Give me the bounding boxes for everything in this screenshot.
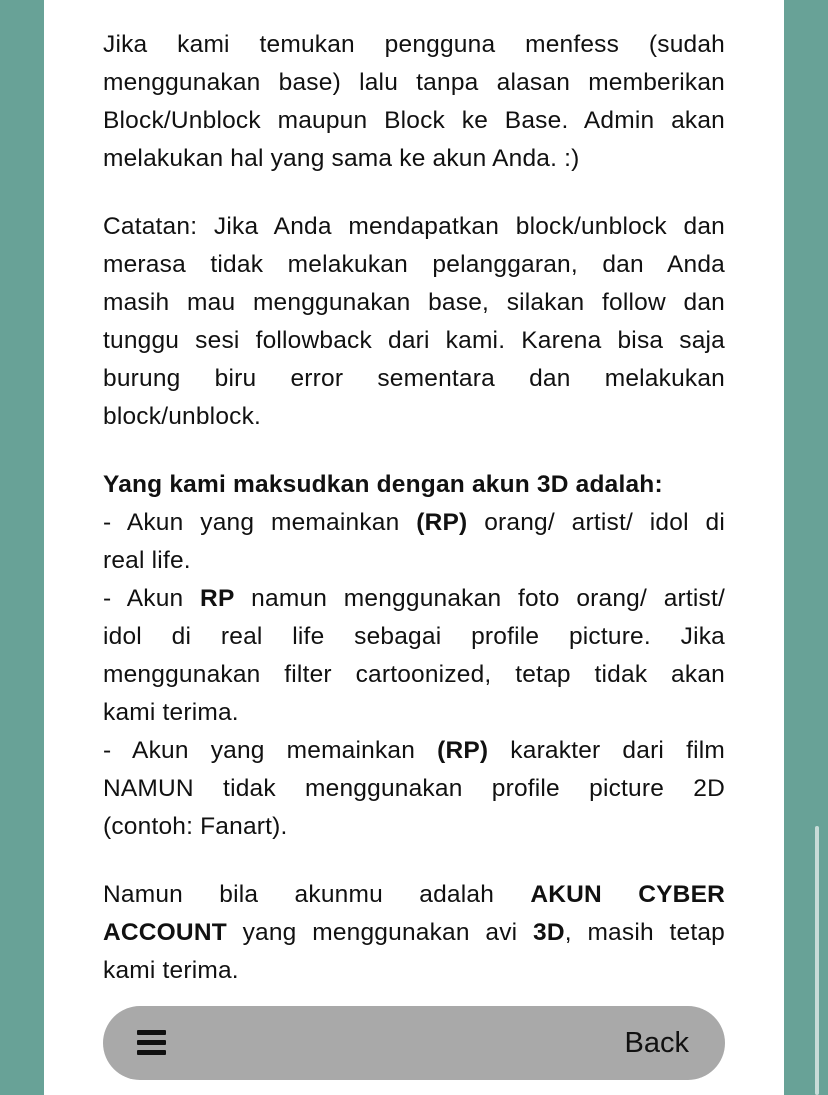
- bottom-nav-bar: [103, 1006, 725, 1080]
- text-line: burung biru error sementara dan melakukan: [103, 365, 725, 392]
- text-line: melakukan hal yang sama ke akun Anda. :): [103, 145, 580, 172]
- bold-text: (RP): [416, 509, 468, 536]
- text-line: masih mau menggunakan base, silakan follow dan: [103, 289, 725, 316]
- text-line: idol di real life sebagai profile picture. Jika: [103, 623, 725, 650]
- text-segment: - Akun: [103, 585, 201, 612]
- text-line: real life.: [103, 547, 191, 574]
- text-line: NAMUN tidak menggunakan profile picture 2D: [103, 775, 725, 802]
- text-segment: yang menggunakan avi: [226, 919, 534, 946]
- list-item-line: [103, 504, 725, 542]
- paragraph-block-rules: [103, 26, 725, 178]
- text-segment: karakter dari film: [488, 737, 725, 764]
- text-segment: , masih tetap: [564, 919, 725, 946]
- text-line: Jika kami temukan pengguna menfess (sudah: [103, 31, 725, 58]
- text-segment: - Akun yang memainkan: [103, 737, 438, 764]
- bold-text: ACCOUNT: [103, 919, 227, 946]
- content-page: [44, 0, 784, 1095]
- list-item-line: [103, 732, 725, 770]
- text-line: Catatan: Jika Anda mendapatkan block/unblock dan: [103, 213, 725, 240]
- bold-text: (RP): [437, 737, 489, 764]
- bold-text: RP: [200, 585, 235, 612]
- section-3d-accounts: [103, 466, 725, 846]
- text-segment: Namun bila akunmu adalah: [103, 881, 531, 908]
- text-content: [103, 26, 725, 990]
- list-item-line: [103, 580, 725, 618]
- text-line: (contoh: Fanart).: [103, 813, 288, 840]
- text-line: menggunakan base) lalu tanpa alasan memberikan: [103, 69, 725, 96]
- text-line: Block/Unblock maupun Block ke Base. Admin akan: [103, 107, 725, 134]
- text-line: menggunakan filter cartoonized, tetap tidak akan: [103, 661, 725, 688]
- scrollbar[interactable]: [815, 826, 819, 1095]
- section-heading: Yang kami maksudkan dengan akun 3D adalah:: [103, 471, 663, 498]
- text-segment: orang/ artist/ idol di: [467, 509, 726, 536]
- paragraph-note: [103, 208, 725, 436]
- hamburger-menu-icon[interactable]: [137, 1030, 167, 1056]
- text-segment: namun menggunakan foto orang/ artist/: [234, 585, 725, 612]
- text-line: kami terima.: [103, 957, 239, 984]
- paragraph-cyber-account: [103, 876, 725, 990]
- bold-text: 3D: [533, 919, 565, 946]
- text-line: merasa tidak melakukan pelanggaran, dan Anda: [103, 251, 725, 278]
- text-line: [103, 876, 725, 914]
- text-line: tunggu sesi followback dari kami. Karena bisa saja: [103, 327, 725, 354]
- text-segment: - Akun yang memainkan: [103, 509, 417, 536]
- text-line: kami terima.: [103, 699, 239, 726]
- back-button[interactable]: Back: [624, 1027, 689, 1059]
- bold-text: AKUN CYBER: [530, 881, 726, 908]
- text-line: [103, 914, 725, 952]
- text-line: block/unblock.: [103, 403, 262, 430]
